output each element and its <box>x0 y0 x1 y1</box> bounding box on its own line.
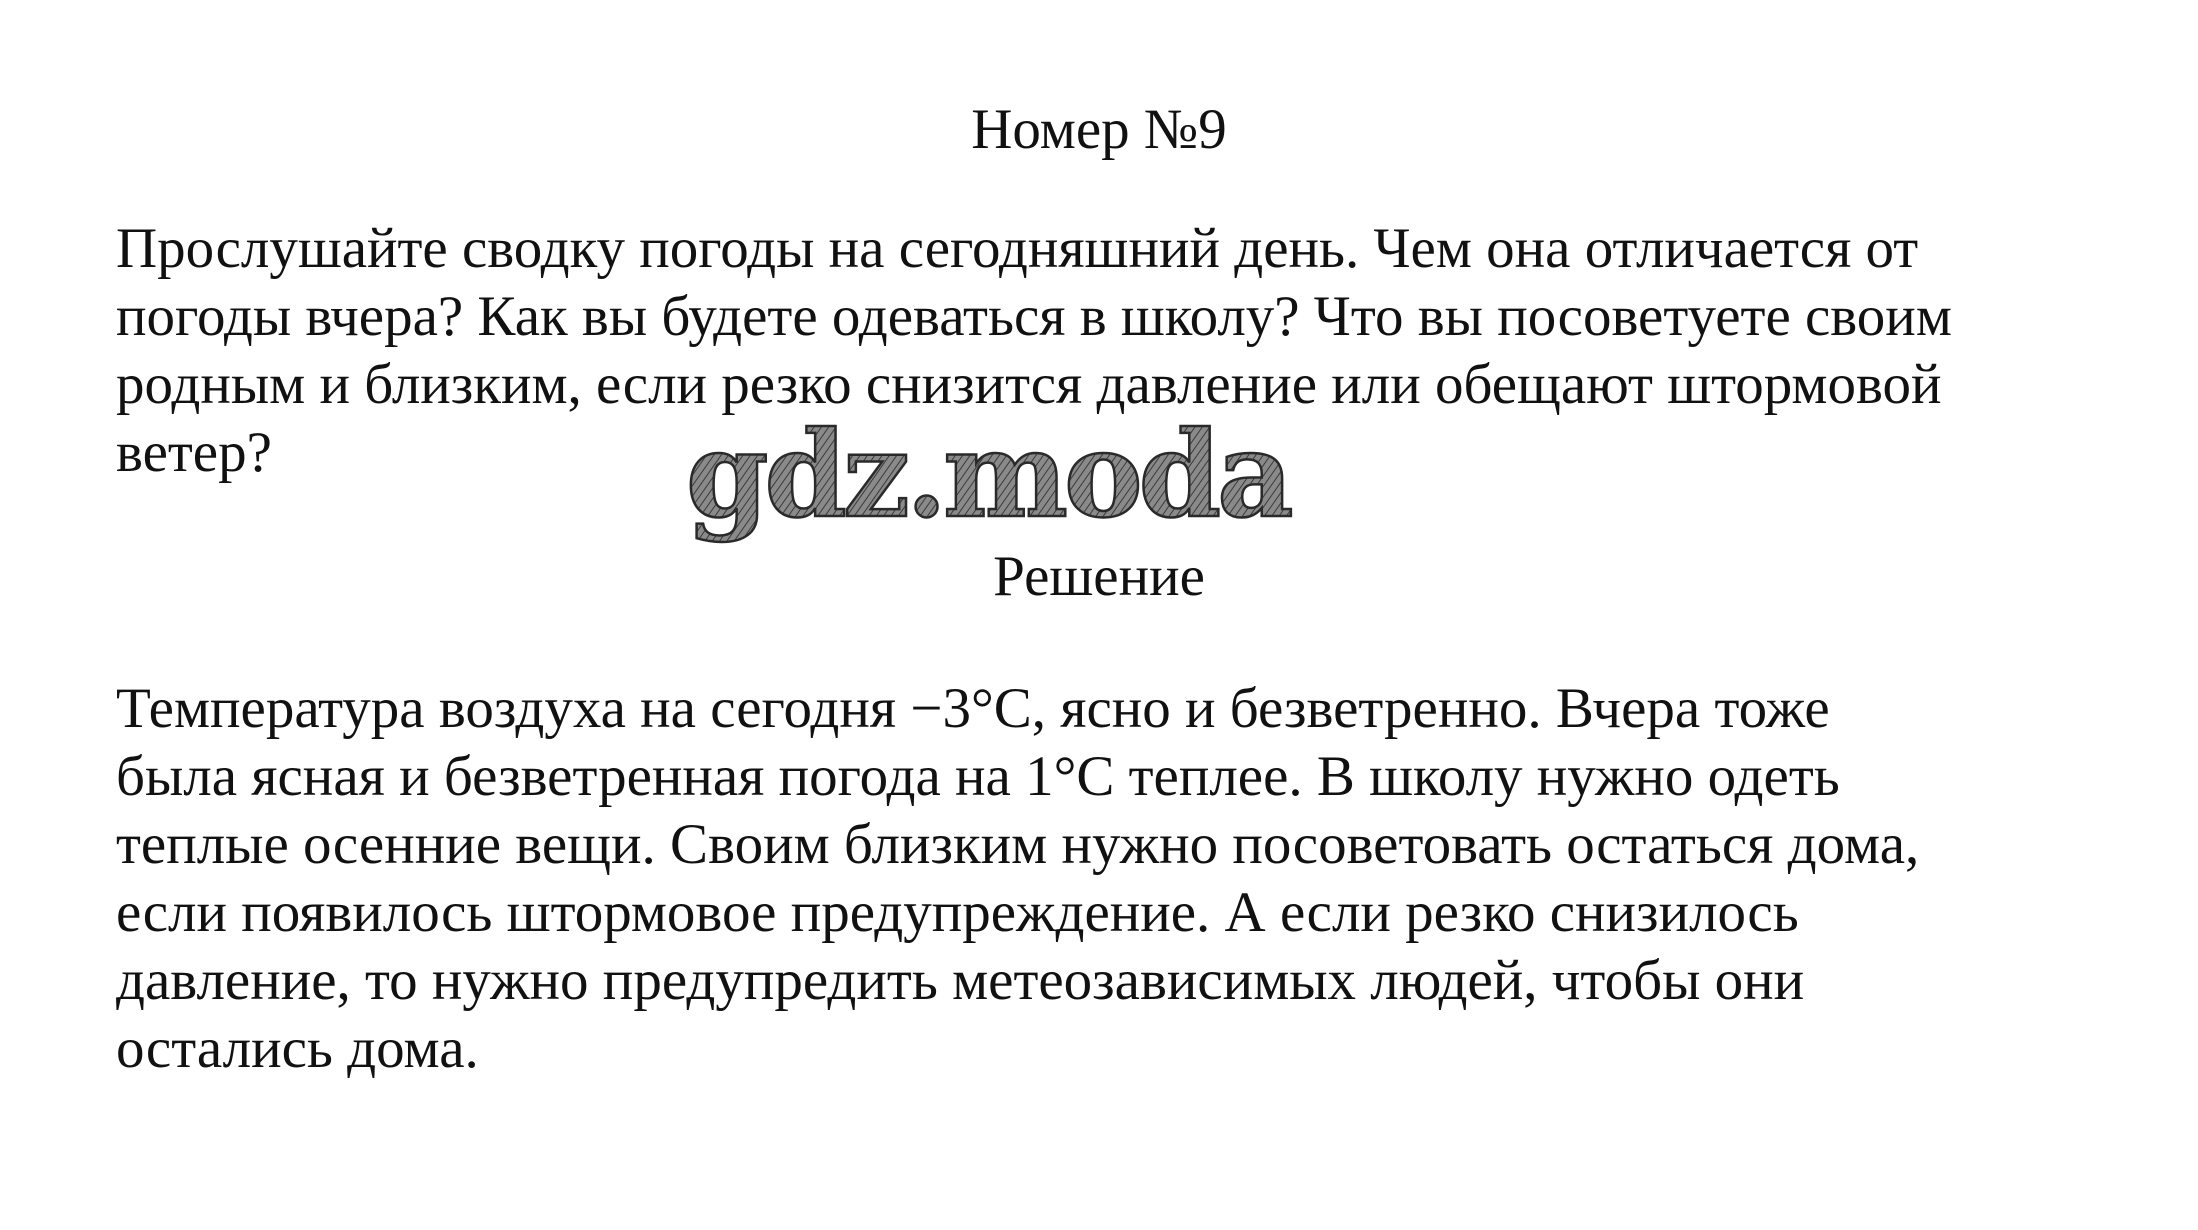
watermark-logo <box>682 416 1322 561</box>
solution-line: давление, то нужно предупредить метеозависимых людей, чтобы они <box>116 949 1805 1012</box>
question-line: погоды вчера? Как вы будете одеваться в школу? Что вы посоветуете своим <box>116 285 1952 348</box>
solution-text <box>116 675 2116 1083</box>
problem-title: Номер №9 <box>971 98 1227 161</box>
watermark-text: gdz.moda <box>686 416 1290 544</box>
solution-heading: Решение <box>993 545 1205 608</box>
question-line: ветер? <box>116 421 272 484</box>
solution-line: была ясная и безветренная погода на 1°С теплее. В школу нужно одеть <box>116 745 1840 808</box>
solution-line: если появилось штормовое предупреждение. А если резко снизилось <box>116 881 1799 944</box>
solution-line: Температура воздуха на сегодня −3°С, ясно и безветренно. Вчера тоже <box>116 677 1830 740</box>
question-line: Прослушайте сводку погоды на сегодняшний день. Чем она отличается от <box>116 217 1919 280</box>
solution-line: теплые осенние вещи. Своим близким нужно посоветовать остаться дома, <box>116 813 1920 876</box>
solution-line: остались дома. <box>116 1017 479 1080</box>
question-line: родным и близким, если резко снизится давление или обещают штормовой <box>116 353 1942 416</box>
